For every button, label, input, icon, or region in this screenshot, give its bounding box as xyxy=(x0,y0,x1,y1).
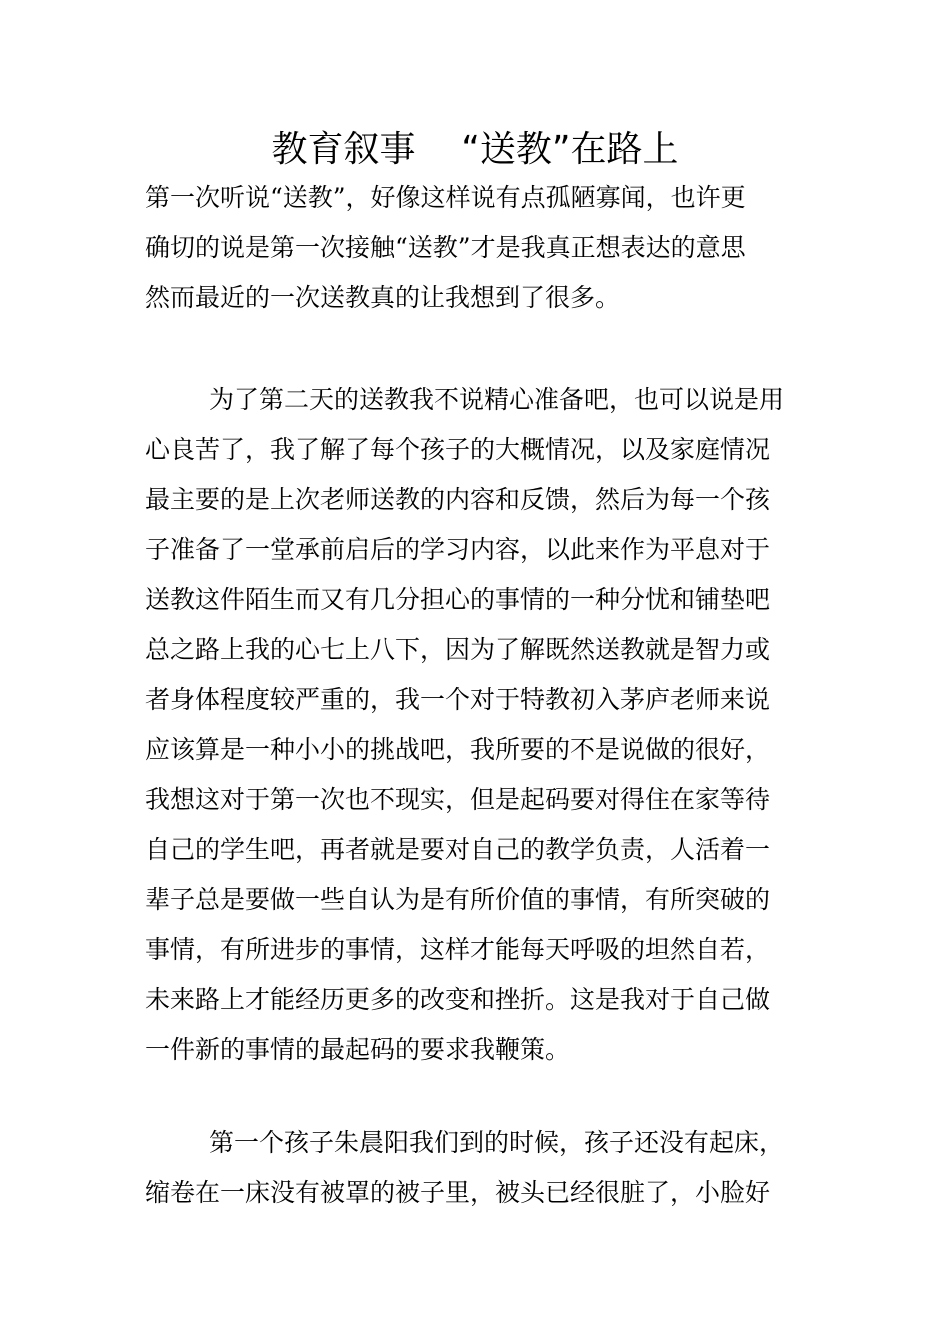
document-title: 教育叙事 “送教”在路上 xyxy=(271,129,679,170)
paragraph-line: 者身体程度较严重的，我一个对于特教初入茅庐老师来说 xyxy=(145,685,771,714)
paragraph-line: 缩卷在一床没有被罩的被子里，被头已经很脏了，小脸好 xyxy=(145,1178,771,1207)
paragraph-line: 我想这对于第一次也不现实，但是起码要对得住在家等待 xyxy=(145,785,771,814)
paragraph-1 xyxy=(145,173,810,323)
paragraph-line: 然而最近的一次送教真的让我想到了很多。 xyxy=(145,283,621,312)
paragraph-line: 辈子总是要做一些自认为是有所价值的事情，有所突破的 xyxy=(145,885,771,914)
paragraph-line: 第一次听说“送教”，好像这样说有点孤陋寡闻，也许更 xyxy=(145,183,746,212)
paragraph-line: 应该算是一种小小的挑战吧，我所要的不是说做的很好， xyxy=(145,735,771,764)
paragraph-line: 事情，有所进步的事情，这样才能每天呼吸的坦然自若， xyxy=(145,935,771,964)
paragraph-3 xyxy=(145,1118,810,1218)
paragraph-line: 最主要的是上次老师送教的内容和反馈，然后为每一个孩 xyxy=(145,485,771,514)
paragraph-line: 心良苦了，我了解了每个孩子的大概情况，以及家庭情况 xyxy=(145,435,771,464)
paragraph-line: 送教这件陌生而又有几分担心的事情的一种分忧和铺垫吧 xyxy=(145,585,771,614)
paragraph-line: 总之路上我的心七上八下，因为了解既然送教就是智力或 xyxy=(145,635,771,664)
paragraph-line: 子准备了一堂承前启后的学习内容，以此来作为平息对于 xyxy=(145,535,771,564)
paragraph-line: 确切的说是第一次接触“送教”才是我真正想表达的意思 xyxy=(145,233,746,262)
paragraph-line: 未来路上才能经历更多的改变和挫折。这是我对于自己做 xyxy=(145,985,771,1014)
paragraph-2 xyxy=(145,375,810,1075)
paragraph-line: 自己的学生吧，再者就是要对自己的教学负责，人活着一 xyxy=(145,835,771,864)
paragraph-line: 为了第二天的送教我不说精心准备吧，也可以说是用 xyxy=(209,385,785,414)
paragraph-line: 一件新的事情的最起码的要求我鞭策。 xyxy=(145,1035,571,1064)
paragraph-line: 第一个孩子朱晨阳我们到的时候，孩子还没有起床， xyxy=(209,1128,785,1157)
